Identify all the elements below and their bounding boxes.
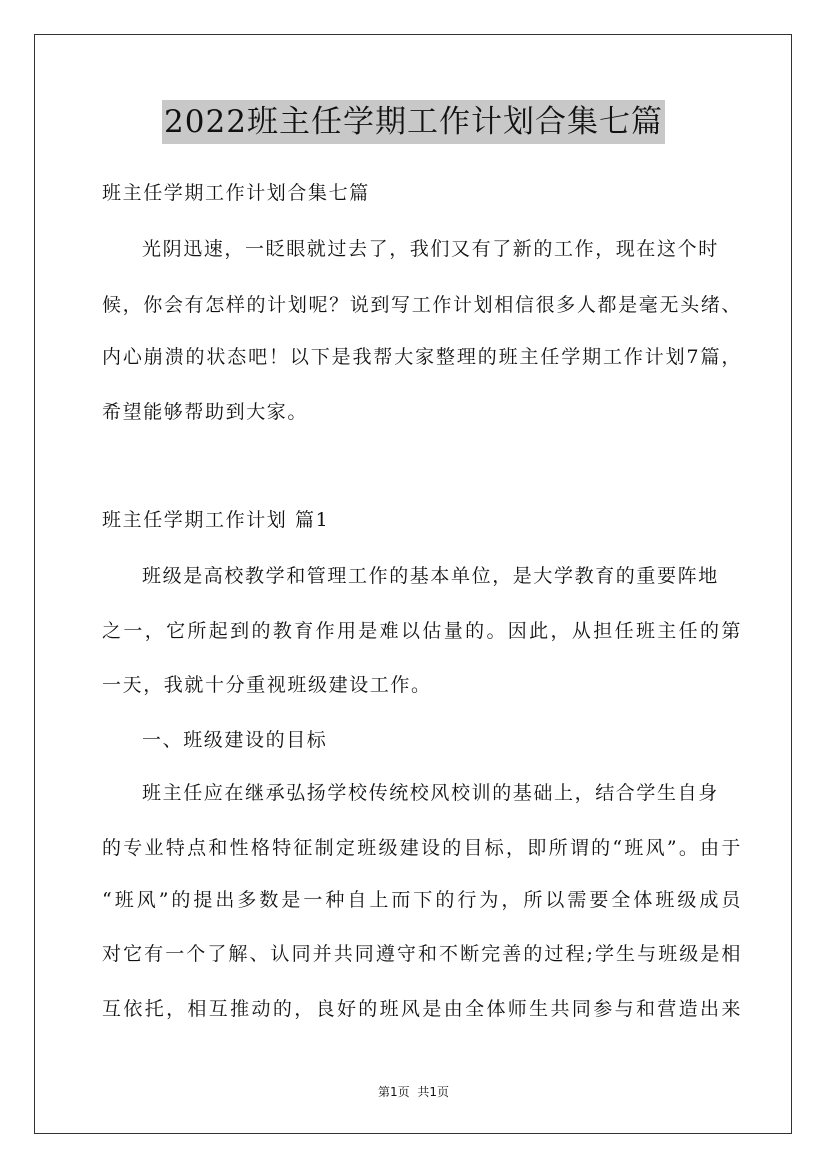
page-total: 共1页 bbox=[417, 1085, 450, 1099]
subtitle-line: 班主任学期工作计划合集七篇 bbox=[102, 182, 370, 204]
paragraph-line: 对它有一个了解、认同并共同遵守和不断完善的过程;学生与班级是相 bbox=[102, 943, 742, 965]
document-title: 2022班主任学期工作计划合集七篇 bbox=[162, 100, 665, 144]
paragraph-line: “班风”的提出多数是一种自上而下的行为，所以需要全体班级成员 bbox=[102, 889, 742, 911]
paragraph-line: 之一，它所起到的教育作用是难以估量的。因此，从担任班主任的第 bbox=[102, 620, 742, 642]
paragraph-line: 班主任应在继承弘扬学校传统校风校训的基础上，结合学生自身 bbox=[142, 782, 719, 804]
paragraph-line: 班级是高校教学和管理工作的基本单位，是大学教育的重要阵地 bbox=[142, 565, 719, 587]
paragraph-line: 内心崩溃的状态吧！以下是我帮大家整理的班主任学期工作计划7篇， bbox=[102, 346, 742, 368]
paragraph-line: 候，你会有怎样的计划呢？说到写工作计划相信很多人都是毫无头绪、 bbox=[102, 294, 742, 316]
section-heading: 班主任学期工作计划 篇1 bbox=[102, 509, 330, 531]
page-footer bbox=[0, 1084, 827, 1100]
page-number: 第1页 bbox=[377, 1085, 410, 1099]
paragraph-line: 的专业特点和性格特征制定班级建设的目标，即所谓的“班风”。由于 bbox=[102, 837, 742, 859]
paragraph-line: 光阴迅速，一眨眼就过去了，我们又有了新的工作，现在这个时 bbox=[142, 238, 719, 260]
paragraph-line: 希望能够帮助到大家。 bbox=[102, 401, 309, 423]
subsection-heading: 一、班级建设的目标 bbox=[142, 729, 328, 751]
paragraph-line: 互依托，相互推动的，良好的班风是由全体师生共同参与和营造出来 bbox=[102, 998, 742, 1020]
paragraph-line: 一天，我就十分重视班级建设工作。 bbox=[102, 674, 432, 696]
title-container bbox=[0, 100, 827, 144]
